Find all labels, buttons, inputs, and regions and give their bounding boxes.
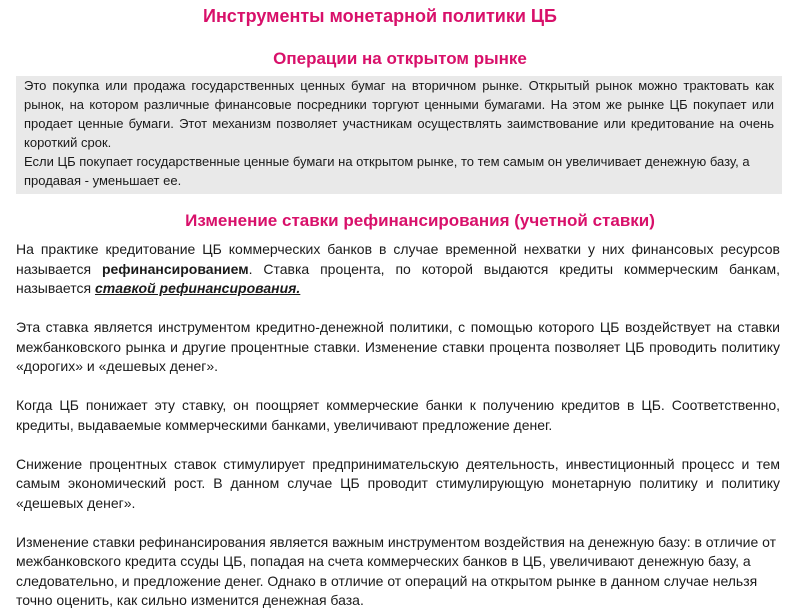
refinancing-paragraph-5: Изменение ставки рефинансирования является важным инструментом воздействия на денежную базу: в отличие от межбанковского кредита ссуды ЦБ, попадая на счета коммерческих банков в ЦБ, увеличивают денежную базу, а следовательно, и предложение денег. Однако в отличие от операций на открытом рынке в данном случае нельзя точно оценить, как сильно изменится денежная база. xyxy=(16,533,777,608)
refinancing-rate-term: ставкой рефинансирования. xyxy=(94,280,301,296)
open-market-paragraph-2: Если ЦБ покупает государственные ценные бумаги на открытом рынке, то тем самым он увеличивает денежную базу, а продавая - уменьшает ее. xyxy=(24,154,750,188)
open-market-paragraph-1: Это покупка или продажа государственных ценных бумаг на вторичном рынке. Открытый рынок можно трактовать как рынок, на котором различные финансовые посредники торгуют ценными бумагами. На этом же рынке ЦБ покупает или продает ценные бумаги. Этот механизм позволяет участникам осуществлять заимствование или кредитование на очень короткий срок. xyxy=(24,78,774,150)
refinancing-paragraph-1 xyxy=(16,240,780,299)
refinancing-paragraph-3: Когда ЦБ понижает эту ставку, он поощряет коммерческие банки к получению кредитов в ЦБ. Соответственно, кредиты, выдаваемые коммерческими банками, увеличивают предложение денег. xyxy=(16,397,780,433)
refinancing-paragraph-2: Эта ставка является инструментом кредитно-денежной политики, с помощью которого ЦБ воздействует на ставки межбанковского рынка и другие процентные ставки. Изменение ставки процента позволяет ЦБ проводить политику «дорогих» и «дешевых денег». xyxy=(16,319,780,374)
refinancing-term: рефинансированием xyxy=(101,260,249,277)
section-heading-open-market: Операции на открытом рынке xyxy=(273,49,527,68)
refinancing-paragraph-4: Снижение процентных ставок стимулирует предпринимательскую деятельность, инвестиционный процесс и тем самым экономический рост. В данном случае ЦБ проводит стимулирующую монетарную политику и политику «дешевых денег». xyxy=(16,455,780,511)
refinancing-rate-body xyxy=(16,240,780,611)
slide-title: Инструменты монетарной политики ЦБ xyxy=(203,6,557,26)
refinancing-p1-text-c: . Ставка процента, по которой выдаются кредиты коммерческим банкам, называется xyxy=(16,260,780,296)
refinancing-p1-text-a: На практике кредитование ЦБ коммерческих банков в случае временной нехватки у них финансовых ресурсов называется xyxy=(16,241,780,277)
section-heading-refinancing-rate: Изменение ставки рефинансирования (учетной ставки) xyxy=(185,211,655,230)
open-market-text-box xyxy=(16,76,782,194)
